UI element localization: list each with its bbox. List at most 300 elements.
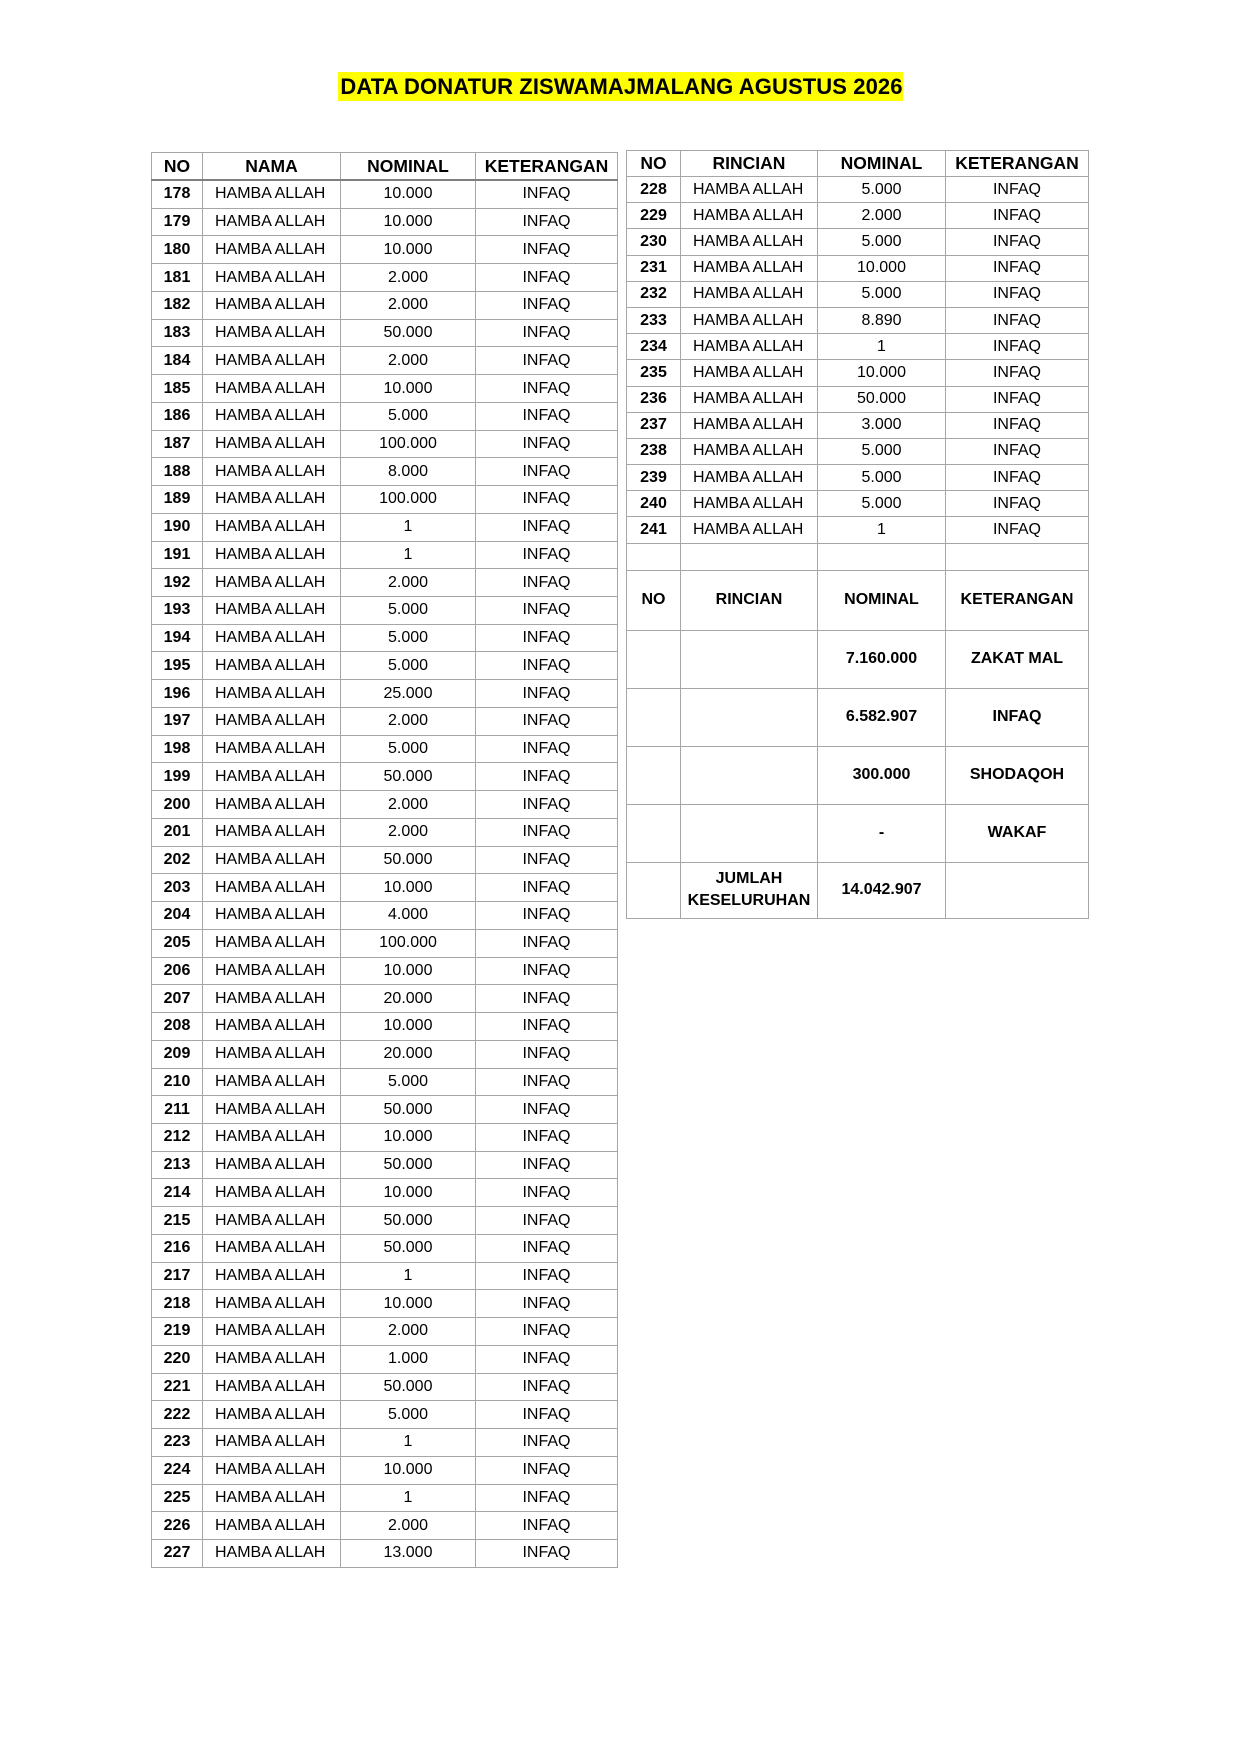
cell-keterangan: INFAQ [476,846,618,874]
cell-nama: HAMBA ALLAH [203,1345,341,1373]
header-nominal: NOMINAL [341,153,476,181]
cell-no: 210 [152,1068,203,1096]
cell-rincian [681,804,818,862]
cell-no: 213 [152,1151,203,1179]
summary-header-nominal: NOMINAL [818,570,946,630]
cell-keterangan: INFAQ [476,902,618,930]
cell-keterangan: INFAQ [946,438,1089,464]
cell-nama: HAMBA ALLAH [203,375,341,403]
table-row [627,688,1089,746]
table-row [152,874,618,902]
cell-nama: HAMBA ALLAH [203,1484,341,1512]
table-row [627,491,1089,517]
cell-nama: HAMBA ALLAH [203,624,341,652]
cell-nominal: 50.000 [341,1234,476,1262]
cell-keterangan: INFAQ [476,1456,618,1484]
cell-nama: HAMBA ALLAH [203,902,341,930]
cell-no: 241 [627,517,681,543]
cell-no: 219 [152,1318,203,1346]
table-row [152,347,618,375]
cell-nominal: 100.000 [341,430,476,458]
cell-rincian [681,630,818,688]
cell-keterangan: INFAQ [946,281,1089,307]
cell-keterangan: INFAQ [476,319,618,347]
cell-nama: HAMBA ALLAH [203,458,341,486]
cell-nominal: 50.000 [341,763,476,791]
header-no: NO [627,151,681,177]
cell-nominal: 5.000 [341,597,476,625]
table-row [152,597,618,625]
table-row [152,707,618,735]
cell-nama: HAMBA ALLAH [203,347,341,375]
cell-no: 203 [152,874,203,902]
cell-nama: HAMBA ALLAH [203,1429,341,1457]
cell-keterangan: INFAQ [476,597,618,625]
cell-nama: HAMBA ALLAH [203,874,341,902]
cell-nama: HAMBA ALLAH [203,707,341,735]
table-row [152,264,618,292]
cell-nama: HAMBA ALLAH [203,929,341,957]
cell-keterangan: INFAQ [476,735,618,763]
cell-keterangan: INFAQ [476,818,618,846]
table-row [627,281,1089,307]
spacer-row [627,543,1089,570]
cell-nominal: 1 [341,1262,476,1290]
table-row [627,412,1089,438]
cell-nama: HAMBA ALLAH [203,180,341,208]
cell-nominal: 2.000 [341,569,476,597]
table-row [152,569,618,597]
cell-no: 234 [627,334,681,360]
cell-nominal: 10.000 [818,360,946,386]
table-row [627,334,1089,360]
table-row [152,541,618,569]
cell-keterangan: INFAQ [946,386,1089,412]
donor-table-right-body [627,177,1089,544]
cell-keterangan: INFAQ [946,412,1089,438]
cell-no: 197 [152,707,203,735]
cell-nama: HAMBA ALLAH [203,1096,341,1124]
cell-rincian: HAMBA ALLAH [681,229,818,255]
cell-no: 214 [152,1179,203,1207]
cell-keterangan: INFAQ [476,402,618,430]
cell-keterangan: INFAQ [946,688,1089,746]
cell-nama: HAMBA ALLAH [203,569,341,597]
table-row [627,386,1089,412]
table-row [152,1290,618,1318]
cell-nominal: 25.000 [341,680,476,708]
cell-nama: HAMBA ALLAH [203,597,341,625]
cell-nominal: 7.160.000 [818,630,946,688]
header-nominal: NOMINAL [818,151,946,177]
table-row [152,1207,618,1235]
cell-nominal: 2.000 [341,291,476,319]
table-row [627,517,1089,543]
cell-nominal: 10.000 [341,957,476,985]
cell-no: 183 [152,319,203,347]
cell-no: 196 [152,680,203,708]
header-no: NO [152,153,203,181]
table-row [152,1401,618,1429]
table-row [152,846,618,874]
cell-keterangan: INFAQ [476,1290,618,1318]
cell-no: 240 [627,491,681,517]
table-row [152,1373,618,1401]
donor-table-left-body [152,180,618,1567]
cell-nominal: 4.000 [341,902,476,930]
header-keterangan: KETERANGAN [476,153,618,181]
cell-keterangan: ZAKAT MAL [946,630,1089,688]
cell-nama: HAMBA ALLAH [203,1539,341,1567]
cell-no: 194 [152,624,203,652]
cell-keterangan: INFAQ [946,491,1089,517]
cell-no [627,804,681,862]
cell-no: 237 [627,412,681,438]
cell-nominal: 8.890 [818,307,946,333]
cell-no: 222 [152,1401,203,1429]
cell-no: 227 [152,1539,203,1567]
cell-keterangan: INFAQ [476,929,618,957]
table-row [152,236,618,264]
cell-nominal: 2.000 [818,203,946,229]
table-row [152,513,618,541]
cell-nominal: 2.000 [341,347,476,375]
cell-nominal: 50.000 [341,1151,476,1179]
table-row [152,430,618,458]
table-row [152,180,618,208]
cell-no: 195 [152,652,203,680]
cell-nominal: 10.000 [341,208,476,236]
cell-keterangan: INFAQ [476,680,618,708]
cell-no: 201 [152,818,203,846]
table-row [627,255,1089,281]
cell-keterangan: INFAQ [476,624,618,652]
cell-no: 187 [152,430,203,458]
table-row [152,624,618,652]
cell-nama: HAMBA ALLAH [203,486,341,514]
cell-no: 224 [152,1456,203,1484]
cell-rincian: HAMBA ALLAH [681,517,818,543]
cell-no: 225 [152,1484,203,1512]
cell-no: 238 [627,438,681,464]
summary-total [627,862,1089,918]
cell-nominal: 5.000 [341,1401,476,1429]
cell-no: 228 [627,177,681,203]
cell-no: 209 [152,1040,203,1068]
cell-no: 181 [152,264,203,292]
cell-no [627,630,681,688]
total-label: JUMLAH KESELURUHAN [681,862,818,918]
table-row [152,763,618,791]
cell-nominal: 10.000 [818,255,946,281]
cell-keterangan: SHODAQOH [946,746,1089,804]
table-row [627,229,1089,255]
cell-nominal: 100.000 [341,486,476,514]
cell-no [627,688,681,746]
summary-section [627,543,1089,630]
cell-keterangan: INFAQ [946,360,1089,386]
table-row [152,486,618,514]
table-row [152,1179,618,1207]
cell-nama: HAMBA ALLAH [203,236,341,264]
cell-keterangan: INFAQ [476,1234,618,1262]
cell-nominal: 5.000 [818,465,946,491]
cell-no: 220 [152,1345,203,1373]
cell-no: 190 [152,513,203,541]
cell-keterangan: INFAQ [476,541,618,569]
cell-keterangan: INFAQ [476,763,618,791]
table-row [152,319,618,347]
cell-keterangan: INFAQ [946,203,1089,229]
cell-keterangan: INFAQ [476,1123,618,1151]
cell-keterangan: INFAQ [476,264,618,292]
cell-no: 235 [627,360,681,386]
cell-no: 211 [152,1096,203,1124]
cell-no: 202 [152,846,203,874]
cell-nama: HAMBA ALLAH [203,1318,341,1346]
table-row [152,1512,618,1540]
cell-keterangan: INFAQ [946,229,1089,255]
cell-no [627,746,681,804]
cell-nominal: 2.000 [341,1512,476,1540]
cell-keterangan: INFAQ [476,1373,618,1401]
table-row [627,465,1089,491]
cell-nominal: 10.000 [341,1456,476,1484]
table-row [152,1539,618,1567]
cell-nominal: 2.000 [341,818,476,846]
cell-keterangan: INFAQ [476,486,618,514]
cell-keterangan: INFAQ [476,513,618,541]
cell-nominal: 20.000 [341,1040,476,1068]
cell-nominal: 50.000 [341,319,476,347]
table-row [152,1345,618,1373]
cell-nominal: 5.000 [341,652,476,680]
header-nama: NAMA [203,153,341,181]
cell-no: 185 [152,375,203,403]
cell-nominal: 5.000 [341,1068,476,1096]
cell-nominal: 10.000 [341,375,476,403]
cell-keterangan: INFAQ [946,517,1089,543]
cell-no: 180 [152,236,203,264]
cell-keterangan: INFAQ [946,334,1089,360]
cell-nama: HAMBA ALLAH [203,1512,341,1540]
total-no [627,862,681,918]
table-row [152,1040,618,1068]
table-header-row [627,151,1089,177]
cell-no: 226 [152,1512,203,1540]
cell-keterangan: INFAQ [476,1345,618,1373]
cell-no: 216 [152,1234,203,1262]
cell-no: 182 [152,291,203,319]
cell-keterangan: INFAQ [476,236,618,264]
cell-no: 215 [152,1207,203,1235]
table-row [152,1068,618,1096]
table-row [152,1096,618,1124]
cell-keterangan: INFAQ [476,347,618,375]
table-row [152,458,618,486]
cell-nama: HAMBA ALLAH [203,985,341,1013]
cell-no: 207 [152,985,203,1013]
cell-nama: HAMBA ALLAH [203,208,341,236]
cell-keterangan: INFAQ [476,1151,618,1179]
cell-nominal: 100.000 [341,929,476,957]
cell-nama: HAMBA ALLAH [203,402,341,430]
table-row [152,375,618,403]
cell-rincian: HAMBA ALLAH [681,360,818,386]
table-row [627,804,1089,862]
cell-nominal: 10.000 [341,1290,476,1318]
cell-nominal: 5.000 [341,735,476,763]
cell-keterangan: INFAQ [476,874,618,902]
table-header-row [152,153,618,181]
cell-keterangan: INFAQ [476,458,618,486]
table-row [152,1456,618,1484]
cell-keterangan: INFAQ [476,569,618,597]
cell-nama: HAMBA ALLAH [203,1207,341,1235]
cell-rincian: HAMBA ALLAH [681,438,818,464]
cell-keterangan: INFAQ [476,430,618,458]
table-row [627,746,1089,804]
cell-nominal: 2.000 [341,264,476,292]
cell-nama: HAMBA ALLAH [203,1123,341,1151]
cell-nominal: 6.582.907 [818,688,946,746]
cell-nominal: 10.000 [341,1013,476,1041]
cell-nama: HAMBA ALLAH [203,1234,341,1262]
cell-nama: HAMBA ALLAH [203,1262,341,1290]
cell-no: 186 [152,402,203,430]
cell-nama: HAMBA ALLAH [203,957,341,985]
cell-nama: HAMBA ALLAH [203,846,341,874]
table-row [152,208,618,236]
summary-header-row [627,570,1089,630]
cell-keterangan: INFAQ [476,1318,618,1346]
cell-nominal: 5.000 [818,281,946,307]
table-row [152,1234,618,1262]
cell-nominal: 10.000 [341,236,476,264]
total-value: 14.042.907 [818,862,946,918]
cell-no: 232 [627,281,681,307]
cell-nominal: 5.000 [818,229,946,255]
cell-rincian: HAMBA ALLAH [681,386,818,412]
table-row [152,1123,618,1151]
cell-no: 193 [152,597,203,625]
table-row [627,307,1089,333]
page-title [338,72,902,101]
cell-keterangan: INFAQ [476,180,618,208]
cell-nama: HAMBA ALLAH [203,1040,341,1068]
cell-nama: HAMBA ALLAH [203,735,341,763]
table-row [627,177,1089,203]
table-row [152,985,618,1013]
cell-no: 188 [152,458,203,486]
cell-nama: HAMBA ALLAH [203,541,341,569]
cell-nama: HAMBA ALLAH [203,1179,341,1207]
cell-keterangan: INFAQ [476,1013,618,1041]
cell-nominal: 2.000 [341,1318,476,1346]
cell-keterangan: INFAQ [476,375,618,403]
cell-rincian [681,746,818,804]
cell-rincian: HAMBA ALLAH [681,281,818,307]
cell-no: 221 [152,1373,203,1401]
cell-nominal: 1.000 [341,1345,476,1373]
cell-nama: HAMBA ALLAH [203,652,341,680]
cell-nama: HAMBA ALLAH [203,291,341,319]
cell-no: 230 [627,229,681,255]
cell-nominal: 50.000 [341,1207,476,1235]
page-title-tail: 6 [890,74,903,99]
cell-nominal: 5.000 [818,177,946,203]
table-row [152,291,618,319]
cell-nominal: 1 [818,334,946,360]
cell-keterangan: INFAQ [476,957,618,985]
cell-no: 212 [152,1123,203,1151]
cell-keterangan: INFAQ [476,1262,618,1290]
donor-table-right [626,150,1089,919]
header-keterangan: KETERANGAN [946,151,1089,177]
cell-nominal: - [818,804,946,862]
table-row [627,203,1089,229]
cell-no: 223 [152,1429,203,1457]
cell-no: 231 [627,255,681,281]
cell-nominal: 1 [341,1429,476,1457]
cell-keterangan: INFAQ [476,1207,618,1235]
cell-no: 198 [152,735,203,763]
cell-nominal: 13.000 [341,1539,476,1567]
cell-nama: HAMBA ALLAH [203,1290,341,1318]
table-row [152,791,618,819]
table-row [152,1429,618,1457]
cell-nominal: 10.000 [341,1123,476,1151]
table-row [152,680,618,708]
cell-nama: HAMBA ALLAH [203,680,341,708]
cell-nama: HAMBA ALLAH [203,513,341,541]
cell-keterangan: INFAQ [946,465,1089,491]
cell-nominal: 2.000 [341,791,476,819]
title-wrap [0,74,1241,100]
cell-nama: HAMBA ALLAH [203,818,341,846]
table-row [152,652,618,680]
cell-nama: HAMBA ALLAH [203,1151,341,1179]
cell-keterangan: INFAQ [476,652,618,680]
cell-keterangan: INFAQ [476,1179,618,1207]
cell-nominal: 1 [818,517,946,543]
cell-keterangan: INFAQ [476,1401,618,1429]
cell-nama: HAMBA ALLAH [203,1013,341,1041]
cell-no: 189 [152,486,203,514]
cell-keterangan: INFAQ [476,1068,618,1096]
summary-body [627,630,1089,862]
cell-nominal: 5.000 [818,438,946,464]
table-row [152,1262,618,1290]
summary-header-keterangan: KETERANGAN [946,570,1089,630]
cell-nama: HAMBA ALLAH [203,1373,341,1401]
cell-rincian: HAMBA ALLAH [681,177,818,203]
cell-rincian: HAMBA ALLAH [681,255,818,281]
cell-nominal: 300.000 [818,746,946,804]
table-row [152,1151,618,1179]
cell-no: 184 [152,347,203,375]
cell-keterangan: INFAQ [946,255,1089,281]
table-row [152,818,618,846]
cell-nominal: 1 [341,513,476,541]
cell-nominal: 20.000 [341,985,476,1013]
cell-nominal: 10.000 [341,1179,476,1207]
cell-no: 179 [152,208,203,236]
cell-rincian: HAMBA ALLAH [681,465,818,491]
cell-keterangan: INFAQ [476,291,618,319]
cell-keterangan: INFAQ [476,1539,618,1567]
cell-no: 205 [152,929,203,957]
